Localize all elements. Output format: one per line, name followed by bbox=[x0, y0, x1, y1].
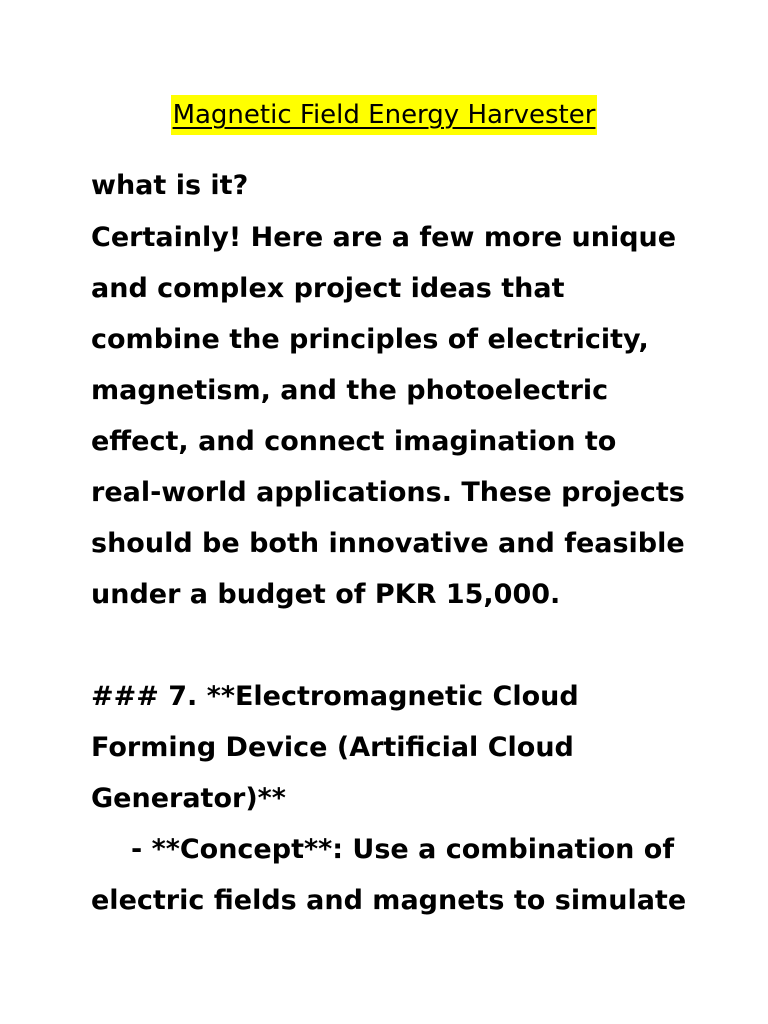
document-body bbox=[91, 160, 691, 926]
question-text: what is it? bbox=[91, 170, 249, 201]
intro-paragraph: Certainly! Here are a few more unique and complex project ideas that combine the principles of electricity, magnetism, and the photoelectric effect, and connect imagination to real-world applications. These projects should be both innovative and feasible under a budget of PKR 15,000. bbox=[91, 222, 685, 610]
section-heading: ### 7. **Electromagnetic Cloud Forming Device (Artificial Cloud Generator)** bbox=[91, 681, 579, 814]
concept-text: - **Concept**: Use a combination of electric fields and magnets to simulate bbox=[91, 834, 687, 916]
document-title: Magnetic Field Energy Harvester bbox=[171, 95, 598, 135]
title-container bbox=[0, 95, 768, 135]
